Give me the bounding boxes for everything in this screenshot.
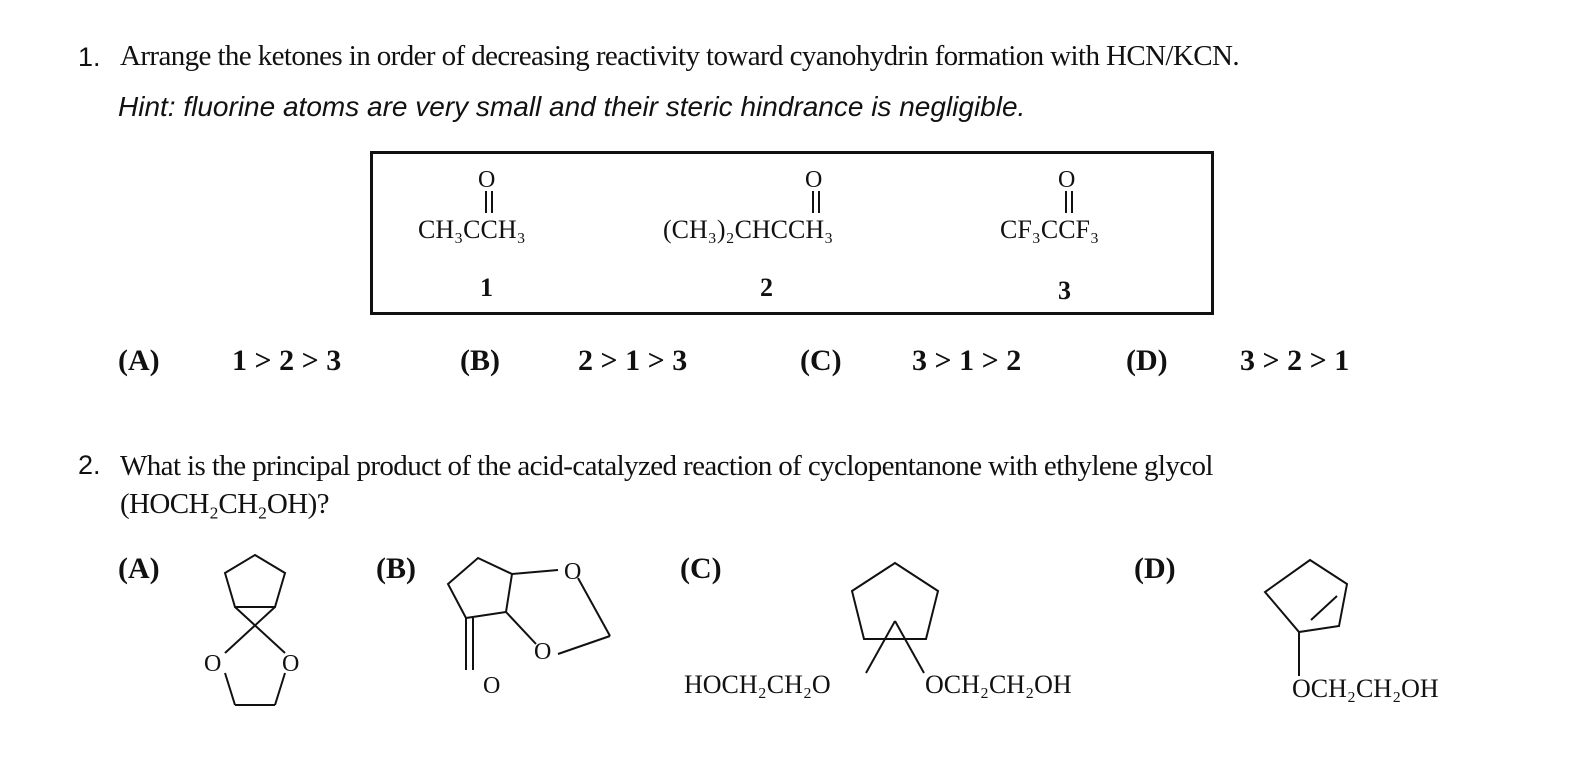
q1-option-b-order[interactable]: 2 > 1 > 3	[578, 344, 688, 377]
carbonyl-oxygen: O	[805, 167, 823, 193]
ketone-formula: CH₃CCH₃	[418, 215, 526, 244]
question-2-number: 2.	[78, 450, 101, 480]
q2-option-d-letter[interactable]: (D)	[1134, 552, 1176, 585]
question-2-text-line2: (HOCH₂CH₂OH)?	[120, 488, 329, 520]
question-1-number: 1.	[78, 42, 101, 72]
q1-option-b-letter[interactable]: (B)	[460, 344, 500, 377]
carbonyl-double-bond	[807, 191, 827, 215]
q1-option-d-letter[interactable]: (D)	[1126, 344, 1168, 377]
carbonyl-double-bond	[1060, 191, 1080, 215]
ketone-number: 1	[480, 273, 493, 302]
carbonyl-oxygen: O	[483, 673, 501, 699]
question-1-text: Arrange the ketones in order of decreasing reactivity toward cyanohydrin formation with HCN/KCN.	[120, 40, 1239, 72]
ketone-number: 2	[760, 273, 773, 302]
left-ether-group: HOCH₂CH₂O	[684, 670, 831, 699]
q1-option-c-order[interactable]: 3 > 1 > 2	[912, 344, 1022, 377]
q2-option-b-letter[interactable]: (B)	[376, 552, 416, 585]
q2-option-a-letter[interactable]: (A)	[118, 552, 160, 585]
ring-oxygen: O	[282, 651, 300, 677]
ring-oxygen: O	[204, 651, 222, 677]
keto-spiroketal-structure-b[interactable]	[440, 548, 630, 698]
ketone-formula: (CH₃)₂CHCCH₃	[663, 215, 834, 244]
diether-structure-c[interactable]	[840, 555, 950, 685]
question-1-hint: Hint: fluorine atoms are very small and their steric hindrance is negligible.	[118, 91, 1026, 122]
q2-option-c-letter[interactable]: (C)	[680, 552, 722, 585]
ring-oxygen: O	[564, 559, 582, 585]
ring-oxygen: O	[534, 639, 552, 665]
q1-option-c-letter[interactable]: (C)	[800, 344, 842, 377]
enol-ether-structure-d[interactable]	[1255, 552, 1365, 682]
ether-group: OCH₂CH₂OH	[1292, 674, 1439, 703]
ketone-formula: CF₃CCF₃	[1000, 215, 1100, 244]
spiroketal-structure-a[interactable]	[195, 545, 315, 715]
right-ether-group: OCH₂CH₂OH	[925, 670, 1072, 699]
carbonyl-oxygen: O	[1058, 167, 1076, 193]
ketone-number: 3	[1058, 276, 1071, 305]
carbonyl-double-bond	[480, 191, 500, 215]
q1-option-a-letter[interactable]: (A)	[118, 344, 160, 377]
question-2-text-line1: What is the principal product of the acid-catalyzed reaction of cyclopentanone with ethylene glycol	[120, 450, 1213, 482]
q1-option-d-order[interactable]: 3 > 2 > 1	[1240, 344, 1350, 377]
carbonyl-oxygen: O	[478, 167, 496, 193]
q1-option-a-order[interactable]: 1 > 2 > 3	[232, 344, 342, 377]
